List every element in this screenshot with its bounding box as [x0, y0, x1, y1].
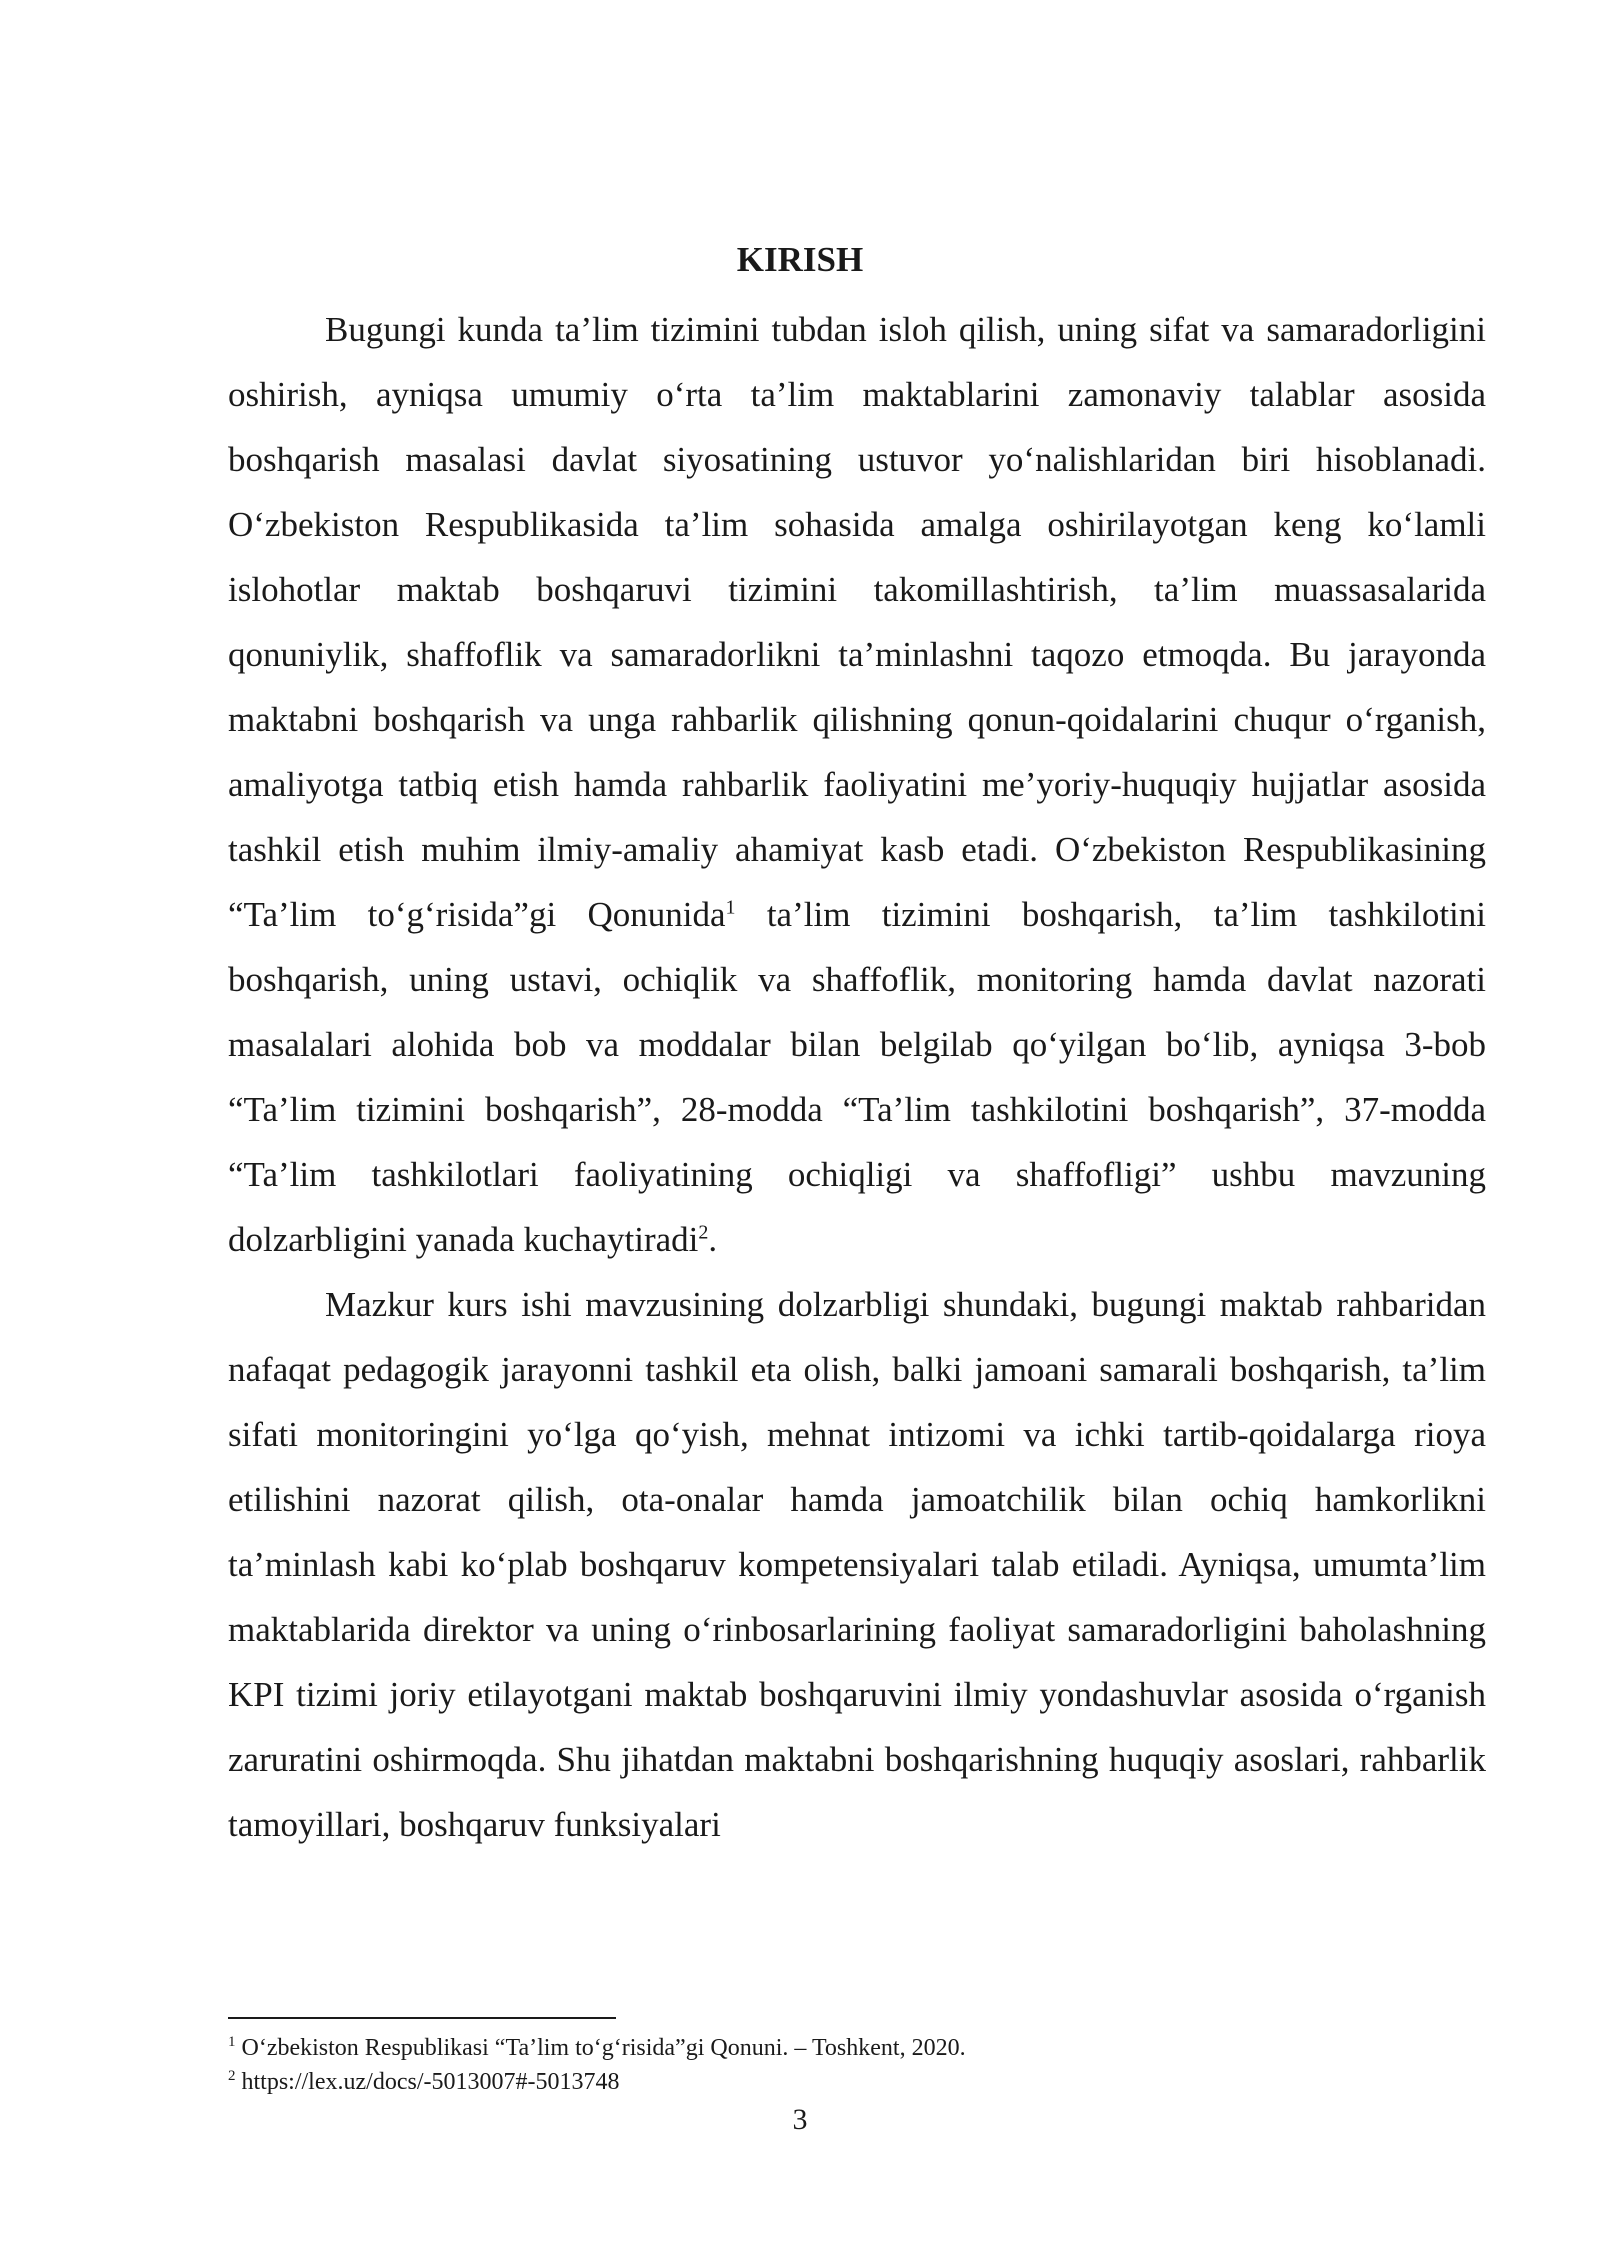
paragraph-1-text-b: ta’lim tizimini boshqarish, ta’lim tashkilotini boshqarish, uning ustavi, ochiqlik va shaffoflik, monitoring hamda davlat nazorati masalalari alohida bob va moddalar bilan belgilab qo‘yilgan bo‘lib, ayniqsa 3-bob “Ta’lim tizimini boshqarish”, 28-modda “Ta’lim tashkilotini boshqarish”, 37-modda “Ta’lim tashkilotlari faoliyatining ochiqligi va shaffofligi” ushbu mavzuning dolzarbligini yanada kuchaytiradi	[228, 895, 1486, 1259]
page-number: 3	[792, 2103, 808, 2136]
footnote-ref-2[interactable]: 2	[698, 1221, 709, 1244]
footnote-1-text: O‘zbekiston Respublikasi “Ta’lim to‘g‘risida”gi Qonuni. – Toshkent, 2020.	[241, 2035, 966, 2061]
paragraph-2: Mazkur kurs ishi mavzusining dolzarbligi shundaki, bugungi maktab rahbaridan nafaqat pedagogik jarayonni tashkil eta olish, balki jamoani samarali boshqarish, ta’lim sifati monitoringini yo‘lga qo‘yish, mehnat intizomi va ichki tartib-qoidalarga rioya etilishini nazorat qilish, ota-onalar hamda jamoatchilik bilan ochiq hamkorlikni ta’minlash kabi ko‘plab boshqaruv kompetensiyalari talab etiladi. Ayniqsa, umumta’lim maktablarida direktor va uning o‘rinbosarlarining faoliyat samaradorligini baholashning KPI tizimi joriy etilayotgani maktab boshqaruvini ilmiy yondashuvlar asosida o‘rganish zaruratini oshirmoqda. Shu jihatdan maktabni boshqarishning huquqiy asoslari, rahbarlik tamoyillari, boshqaruv funksiyalari	[228, 1285, 1486, 1844]
paragraph-1	[228, 297, 1486, 1272]
paragraph-1-text-c: .	[708, 1220, 718, 1259]
footnote-2	[228, 2065, 1486, 2099]
footnote-1-number: 1	[228, 2034, 236, 2050]
body-text	[228, 297, 1486, 1857]
footnotes	[228, 2031, 1486, 2099]
footnote-2-link[interactable]: https://lex.uz/docs/-5013007#-5013748	[241, 2069, 620, 2095]
footnote-2-number: 2	[228, 2068, 236, 2084]
paragraph-1-text-a: Bugungi kunda ta’lim tizimini tubdan isloh qilish, uning sifat va samaradorligini oshirish, ayniqsa umumiy o‘rta ta’lim maktablarini zamonaviy talablar asosida boshqarish masalasi davlat siyosatining ustuvor yo‘nalishlaridan biri hisoblanadi. O‘zbekiston Respublikasida ta’lim sohasida amalga oshirilayotgan keng ko‘lamli islohotlar maktab boshqaruvi tizimini takomillashtirish, ta’lim muassasalarida qonuniylik, shaffoflik va samaradorlikni ta’minlashni taqozo etmoqda. Bu jarayonda maktabni boshqarish va unga rahbarlik qilishning qonun-qoidalarini chuqur o‘rganish, amaliyotga tatbiq etish hamda rahbarlik faoliyatini me’yoriy-huquqiy hujjatlar asosida tashkil etish muhim ilmiy-amaliy ahamiyat kasb etadi. O‘zbekiston Respublikasining “Ta’lim to‘g‘risida”gi Qonunida	[228, 310, 1486, 934]
footnote-ref-1[interactable]: 1	[725, 896, 736, 919]
footnote-1	[228, 2031, 1486, 2065]
section-title: KIRISH	[736, 240, 864, 279]
footnote-separator	[228, 2017, 616, 2019]
